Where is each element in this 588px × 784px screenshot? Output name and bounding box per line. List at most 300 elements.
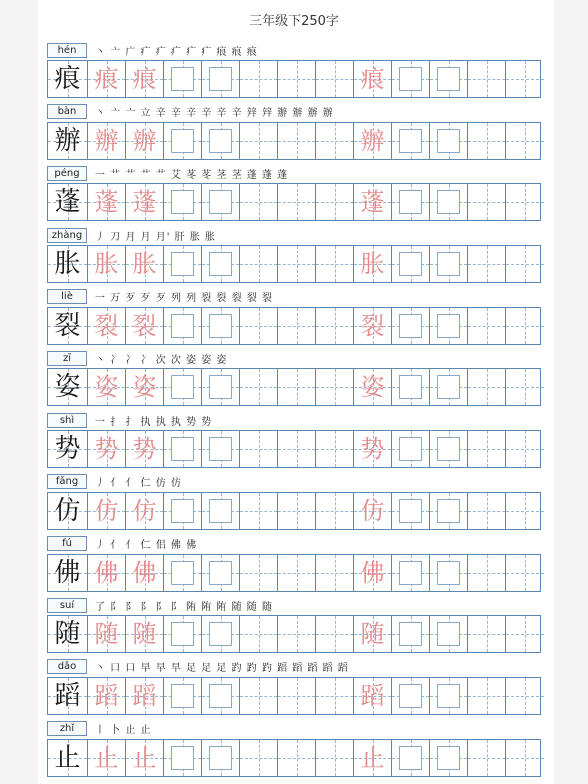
practice-cell[interactable]: [202, 61, 240, 97]
practice-cell[interactable]: [430, 678, 468, 714]
practice-cell[interactable]: [202, 123, 240, 159]
inner-box: [209, 129, 232, 153]
practice-cell[interactable]: [126, 616, 164, 652]
practice-cell[interactable]: [430, 61, 468, 97]
practice-cell[interactable]: [316, 369, 354, 405]
pinyin-line: [47, 350, 541, 366]
practice-cell[interactable]: [126, 678, 164, 714]
inner-box: [437, 684, 460, 708]
practice-cell[interactable]: [240, 740, 278, 776]
model-cell: [48, 678, 88, 714]
practice-cell[interactable]: [392, 678, 430, 714]
practice-cell[interactable]: [164, 493, 202, 529]
practice-cell[interactable]: [164, 616, 202, 652]
trace-character: 痕: [360, 65, 385, 93]
inner-box: [171, 252, 194, 276]
practice-cell[interactable]: [202, 616, 240, 652]
practice-cell[interactable]: [468, 678, 506, 714]
model-character: 势: [54, 434, 81, 465]
practice-cell[interactable]: [278, 740, 316, 776]
inner-box: [437, 561, 460, 585]
model-character: 随: [54, 619, 81, 650]
guide-line-vertical: [259, 246, 260, 282]
practice-cell[interactable]: [278, 369, 316, 405]
guide-line-vertical: [525, 616, 526, 652]
practice-cell[interactable]: [202, 369, 240, 405]
pinyin-line: [47, 474, 541, 490]
practice-cell[interactable]: [506, 246, 544, 282]
guide-line-vertical: [487, 431, 488, 467]
inner-box: [399, 129, 422, 153]
guide-line-vertical: [259, 184, 260, 220]
stroke-order: 丶 亠 亠 立 辛 辛 辛 辛 辛 辛 辡 辡 辦 辦 辦 辦: [95, 108, 334, 120]
practice-cell[interactable]: [392, 431, 430, 467]
guide-line-vertical: [335, 616, 336, 652]
practice-cell[interactable]: [468, 431, 506, 467]
practice-cell[interactable]: [468, 616, 506, 652]
practice-cell[interactable]: [164, 246, 202, 282]
guide-line-vertical: [259, 493, 260, 529]
practice-cell[interactable]: [316, 740, 354, 776]
practice-cell[interactable]: [278, 123, 316, 159]
practice-cell[interactable]: [240, 246, 278, 282]
practice-cell[interactable]: [240, 616, 278, 652]
practice-cell[interactable]: [354, 740, 392, 776]
guide-line-vertical: [487, 740, 488, 776]
practice-cell[interactable]: [506, 431, 544, 467]
practice-cell[interactable]: [354, 616, 392, 652]
guide-line-vertical: [297, 431, 298, 467]
inner-box: [437, 622, 460, 646]
practice-cell[interactable]: [278, 308, 316, 344]
character-block: [47, 165, 541, 227]
practice-cell[interactable]: [164, 431, 202, 467]
guide-line-vertical: [487, 246, 488, 282]
practice-cell[interactable]: [240, 184, 278, 220]
writing-grid: [47, 245, 541, 283]
guide-line-vertical: [335, 555, 336, 591]
practice-cell[interactable]: [240, 369, 278, 405]
practice-cell[interactable]: [88, 555, 126, 591]
guide-line-vertical: [259, 678, 260, 714]
practice-cell[interactable]: [202, 431, 240, 467]
stroke-order: 丿 亻 亻 仁 仿 仿: [95, 478, 182, 490]
practice-cell[interactable]: [240, 61, 278, 97]
guide-line-vertical: [525, 678, 526, 714]
guide-line-vertical: [487, 493, 488, 529]
inner-box: [209, 746, 232, 770]
guide-line-vertical: [259, 555, 260, 591]
practice-cell[interactable]: [202, 308, 240, 344]
writing-grid: [47, 615, 541, 653]
practice-cell[interactable]: [126, 493, 164, 529]
model-character: 裂: [54, 310, 81, 341]
practice-cell[interactable]: [316, 555, 354, 591]
practice-cell[interactable]: [88, 493, 126, 529]
practice-cell[interactable]: [430, 246, 468, 282]
trace-character: 姿: [94, 373, 119, 402]
pinyin-label: zhǐ: [47, 721, 87, 736]
pinyin-line: [47, 42, 541, 58]
practice-cell[interactable]: [164, 123, 202, 159]
practice-cell[interactable]: [468, 740, 506, 776]
practice-cell[interactable]: [392, 246, 430, 282]
inner-box: [209, 561, 232, 585]
guide-line-vertical: [487, 184, 488, 220]
model-cell: [48, 616, 88, 652]
inner-box: [437, 252, 460, 276]
model-character: 痕: [54, 64, 81, 94]
trace-character: 仿: [360, 496, 385, 525]
practice-cell[interactable]: [430, 493, 468, 529]
inner-box: [209, 622, 232, 646]
right-margin: [554, 0, 588, 784]
trace-character: 裂: [94, 311, 119, 340]
inner-box: [209, 499, 232, 523]
inner-box: [437, 375, 460, 399]
practice-cell[interactable]: [88, 369, 126, 405]
practice-cell[interactable]: [392, 616, 430, 652]
inner-box: [171, 375, 194, 399]
writing-grid: [47, 677, 541, 715]
practice-cell[interactable]: [164, 184, 202, 220]
pinyin-line: [47, 289, 541, 305]
practice-cell[interactable]: [506, 678, 544, 714]
inner-box: [399, 622, 422, 646]
practice-cell[interactable]: [278, 246, 316, 282]
character-block: [47, 350, 541, 412]
guide-line-vertical: [297, 123, 298, 159]
practice-cell[interactable]: [316, 308, 354, 344]
practice-cell[interactable]: [506, 493, 544, 529]
practice-cell[interactable]: [316, 493, 354, 529]
trace-character: 胀: [360, 250, 385, 279]
pinyin-line: [47, 597, 541, 613]
practice-cell[interactable]: [88, 431, 126, 467]
inner-box: [209, 252, 232, 276]
practice-cell[interactable]: [430, 308, 468, 344]
practice-cell[interactable]: [354, 184, 392, 220]
practice-cell[interactable]: [202, 740, 240, 776]
practice-cell[interactable]: [392, 61, 430, 97]
inner-box: [437, 314, 460, 338]
inner-box: [437, 499, 460, 523]
practice-cell[interactable]: [468, 308, 506, 344]
practice-cell[interactable]: [430, 740, 468, 776]
practice-cell[interactable]: [316, 431, 354, 467]
practice-cell[interactable]: [468, 555, 506, 591]
practice-cell[interactable]: [392, 369, 430, 405]
practice-cell[interactable]: [202, 555, 240, 591]
practice-cell[interactable]: [88, 61, 126, 97]
practice-cell[interactable]: [316, 246, 354, 282]
practice-cell[interactable]: [126, 246, 164, 282]
model-cell: [48, 123, 88, 159]
guide-line-vertical: [487, 555, 488, 591]
practice-cell[interactable]: [354, 246, 392, 282]
practice-cell[interactable]: [468, 493, 506, 529]
inner-box: [399, 67, 422, 91]
practice-cell[interactable]: [506, 123, 544, 159]
practice-cell[interactable]: [126, 61, 164, 97]
practice-cell[interactable]: [392, 308, 430, 344]
inner-box: [437, 67, 460, 91]
practice-cell[interactable]: [240, 493, 278, 529]
pinyin-line: [47, 721, 541, 737]
character-block: [47, 42, 541, 104]
practice-cell[interactable]: [202, 184, 240, 220]
practice-cell[interactable]: [316, 123, 354, 159]
practice-cell[interactable]: [354, 493, 392, 529]
inner-box: [171, 129, 194, 153]
practice-cell[interactable]: [88, 740, 126, 776]
practice-cell[interactable]: [164, 308, 202, 344]
trace-character: 蓬: [94, 188, 119, 217]
pinyin-line: [47, 104, 541, 120]
inner-box: [171, 190, 194, 214]
practice-cell[interactable]: [430, 369, 468, 405]
inner-box: [399, 375, 422, 399]
guide-line-vertical: [525, 431, 526, 467]
practice-cell[interactable]: [354, 123, 392, 159]
practice-cell[interactable]: [164, 740, 202, 776]
practice-cell[interactable]: [278, 678, 316, 714]
practice-cell[interactable]: [278, 493, 316, 529]
practice-cell[interactable]: [126, 555, 164, 591]
inner-box: [171, 746, 194, 770]
guide-line-vertical: [297, 369, 298, 405]
inner-box: [399, 561, 422, 585]
character-block: [47, 659, 541, 721]
pinyin-label: fú: [47, 536, 87, 551]
practice-cell[interactable]: [164, 678, 202, 714]
trace-character: 蓬: [132, 188, 157, 217]
model-character: 蓬: [54, 187, 81, 218]
guide-line-vertical: [297, 61, 298, 97]
model-cell: [48, 431, 88, 467]
practice-cell[interactable]: [126, 184, 164, 220]
practice-cell[interactable]: [202, 493, 240, 529]
practice-cell[interactable]: [88, 123, 126, 159]
inner-box: [399, 746, 422, 770]
practice-cell[interactable]: [468, 369, 506, 405]
model-character: 仿: [54, 495, 81, 526]
practice-cell[interactable]: [278, 555, 316, 591]
practice-cell[interactable]: [88, 308, 126, 344]
trace-character: 蹈: [132, 681, 157, 710]
practice-cell[interactable]: [240, 123, 278, 159]
practice-cell[interactable]: [278, 431, 316, 467]
model-character: 辦: [54, 125, 81, 156]
practice-cell[interactable]: [430, 616, 468, 652]
practice-cell[interactable]: [316, 678, 354, 714]
guide-line-vertical: [335, 678, 336, 714]
model-character: 胀: [54, 249, 81, 280]
guide-line-vertical: [525, 61, 526, 97]
trace-character: 仿: [94, 496, 119, 525]
practice-cell[interactable]: [354, 308, 392, 344]
guide-line-vertical: [487, 369, 488, 405]
character-block: [47, 721, 541, 783]
practice-rows: [47, 42, 541, 782]
practice-cell[interactable]: [506, 61, 544, 97]
practice-cell[interactable]: [240, 308, 278, 344]
practice-cell[interactable]: [354, 555, 392, 591]
guide-line-vertical: [487, 308, 488, 344]
practice-cell[interactable]: [430, 431, 468, 467]
model-cell: [48, 369, 88, 405]
trace-character: 随: [132, 620, 157, 649]
practice-cell[interactable]: [506, 369, 544, 405]
practice-cell[interactable]: [430, 184, 468, 220]
practice-cell[interactable]: [164, 61, 202, 97]
practice-cell[interactable]: [392, 184, 430, 220]
stroke-order: 丶 冫 冫 冫 次 次 姿 姿 姿: [95, 354, 228, 366]
inner-box: [171, 499, 194, 523]
pinyin-line: [47, 165, 541, 181]
trace-character: 辦: [132, 126, 157, 155]
model-cell: [48, 740, 88, 776]
trace-character: 止: [94, 743, 119, 772]
character-block: [47, 536, 541, 598]
pinyin-line: [47, 536, 541, 552]
model-cell: [48, 493, 88, 529]
pinyin-line: [47, 227, 541, 243]
practice-cell[interactable]: [506, 740, 544, 776]
guide-line-vertical: [525, 246, 526, 282]
guide-line-vertical: [297, 308, 298, 344]
writing-grid: [47, 368, 541, 406]
practice-cell[interactable]: [316, 616, 354, 652]
guide-line-vertical: [487, 616, 488, 652]
stroke-order: 丶 亠 广 疒 疒 疒 疒 疒 痕 痕 痕: [95, 46, 258, 58]
guide-line-vertical: [335, 184, 336, 220]
practice-cell[interactable]: [506, 616, 544, 652]
pinyin-label: zhàng: [47, 228, 87, 243]
guide-line-vertical: [335, 123, 336, 159]
trace-character: 佛: [360, 558, 385, 587]
practice-cell[interactable]: [126, 369, 164, 405]
practice-cell[interactable]: [430, 123, 468, 159]
practice-cell[interactable]: [240, 431, 278, 467]
practice-cell[interactable]: [354, 369, 392, 405]
pinyin-label: péng: [47, 166, 87, 181]
guide-line-vertical: [297, 740, 298, 776]
practice-cell[interactable]: [506, 555, 544, 591]
practice-cell[interactable]: [278, 184, 316, 220]
practice-cell[interactable]: [88, 246, 126, 282]
guide-line-vertical: [335, 740, 336, 776]
practice-cell[interactable]: [430, 555, 468, 591]
practice-cell[interactable]: [392, 555, 430, 591]
practice-cell[interactable]: [468, 184, 506, 220]
guide-line-vertical: [259, 740, 260, 776]
practice-cell[interactable]: [88, 184, 126, 220]
practice-cell[interactable]: [506, 184, 544, 220]
stroke-order: 丿 亻 亻 仁 佀 佛 佛: [95, 540, 198, 551]
practice-cell[interactable]: [88, 678, 126, 714]
practice-cell[interactable]: [468, 61, 506, 97]
practice-cell[interactable]: [468, 246, 506, 282]
trace-character: 裂: [132, 311, 157, 340]
writing-grid: [47, 60, 541, 98]
practice-cell[interactable]: [88, 616, 126, 652]
practice-cell[interactable]: [240, 555, 278, 591]
practice-cell[interactable]: [278, 61, 316, 97]
practice-cell[interactable]: [164, 369, 202, 405]
guide-line-vertical: [297, 246, 298, 282]
inner-box: [437, 437, 460, 461]
trace-character: 辦: [360, 126, 385, 155]
inner-box: [171, 622, 194, 646]
practice-cell[interactable]: [392, 493, 430, 529]
model-cell: [48, 246, 88, 282]
model-character: 蹈: [54, 680, 81, 711]
model-cell: [48, 184, 88, 220]
model-cell: [48, 555, 88, 591]
inner-box: [209, 437, 232, 461]
trace-character: 辦: [94, 126, 119, 155]
trace-character: 势: [132, 435, 157, 464]
pinyin-label: fǎng: [47, 474, 87, 489]
trace-character: 姿: [360, 373, 385, 402]
guide-line-vertical: [259, 616, 260, 652]
practice-cell[interactable]: [354, 61, 392, 97]
guide-line-vertical: [297, 678, 298, 714]
trace-character: 止: [360, 743, 385, 772]
practice-cell[interactable]: [126, 123, 164, 159]
character-block: [47, 412, 541, 474]
guide-line-vertical: [487, 123, 488, 159]
inner-box: [399, 684, 422, 708]
guide-line-vertical: [525, 184, 526, 220]
practice-cell[interactable]: [316, 61, 354, 97]
character-block: [47, 104, 541, 166]
practice-cell[interactable]: [126, 308, 164, 344]
guide-line-vertical: [335, 369, 336, 405]
inner-box: [171, 684, 194, 708]
practice-cell[interactable]: [316, 184, 354, 220]
practice-cell[interactable]: [468, 123, 506, 159]
writing-grid: [47, 430, 541, 468]
trace-character: 随: [94, 620, 119, 649]
practice-cell[interactable]: [506, 308, 544, 344]
inner-box: [437, 746, 460, 770]
inner-box: [209, 314, 232, 338]
practice-cell[interactable]: [202, 246, 240, 282]
guide-line-vertical: [335, 246, 336, 282]
practice-cell[interactable]: [278, 616, 316, 652]
practice-cell[interactable]: [392, 123, 430, 159]
practice-cell[interactable]: [240, 678, 278, 714]
practice-cell[interactable]: [202, 678, 240, 714]
inner-box: [209, 190, 232, 214]
practice-cell[interactable]: [164, 555, 202, 591]
guide-line-vertical: [297, 493, 298, 529]
trace-character: 胀: [132, 250, 157, 279]
stroke-order: 丶 口 口 早 早 早 足 足 足 趵 趵 趵 蹈 蹈 蹈 蹈 蹈: [95, 663, 349, 675]
inner-box: [171, 67, 194, 91]
practice-cell[interactable]: [354, 678, 392, 714]
trace-character: 势: [360, 435, 385, 464]
trace-character: 姿: [132, 373, 157, 402]
practice-cell[interactable]: [392, 740, 430, 776]
practice-cell[interactable]: [126, 431, 164, 467]
inner-box: [171, 314, 194, 338]
inner-box: [209, 375, 232, 399]
practice-cell[interactable]: [126, 740, 164, 776]
practice-cell[interactable]: [354, 431, 392, 467]
